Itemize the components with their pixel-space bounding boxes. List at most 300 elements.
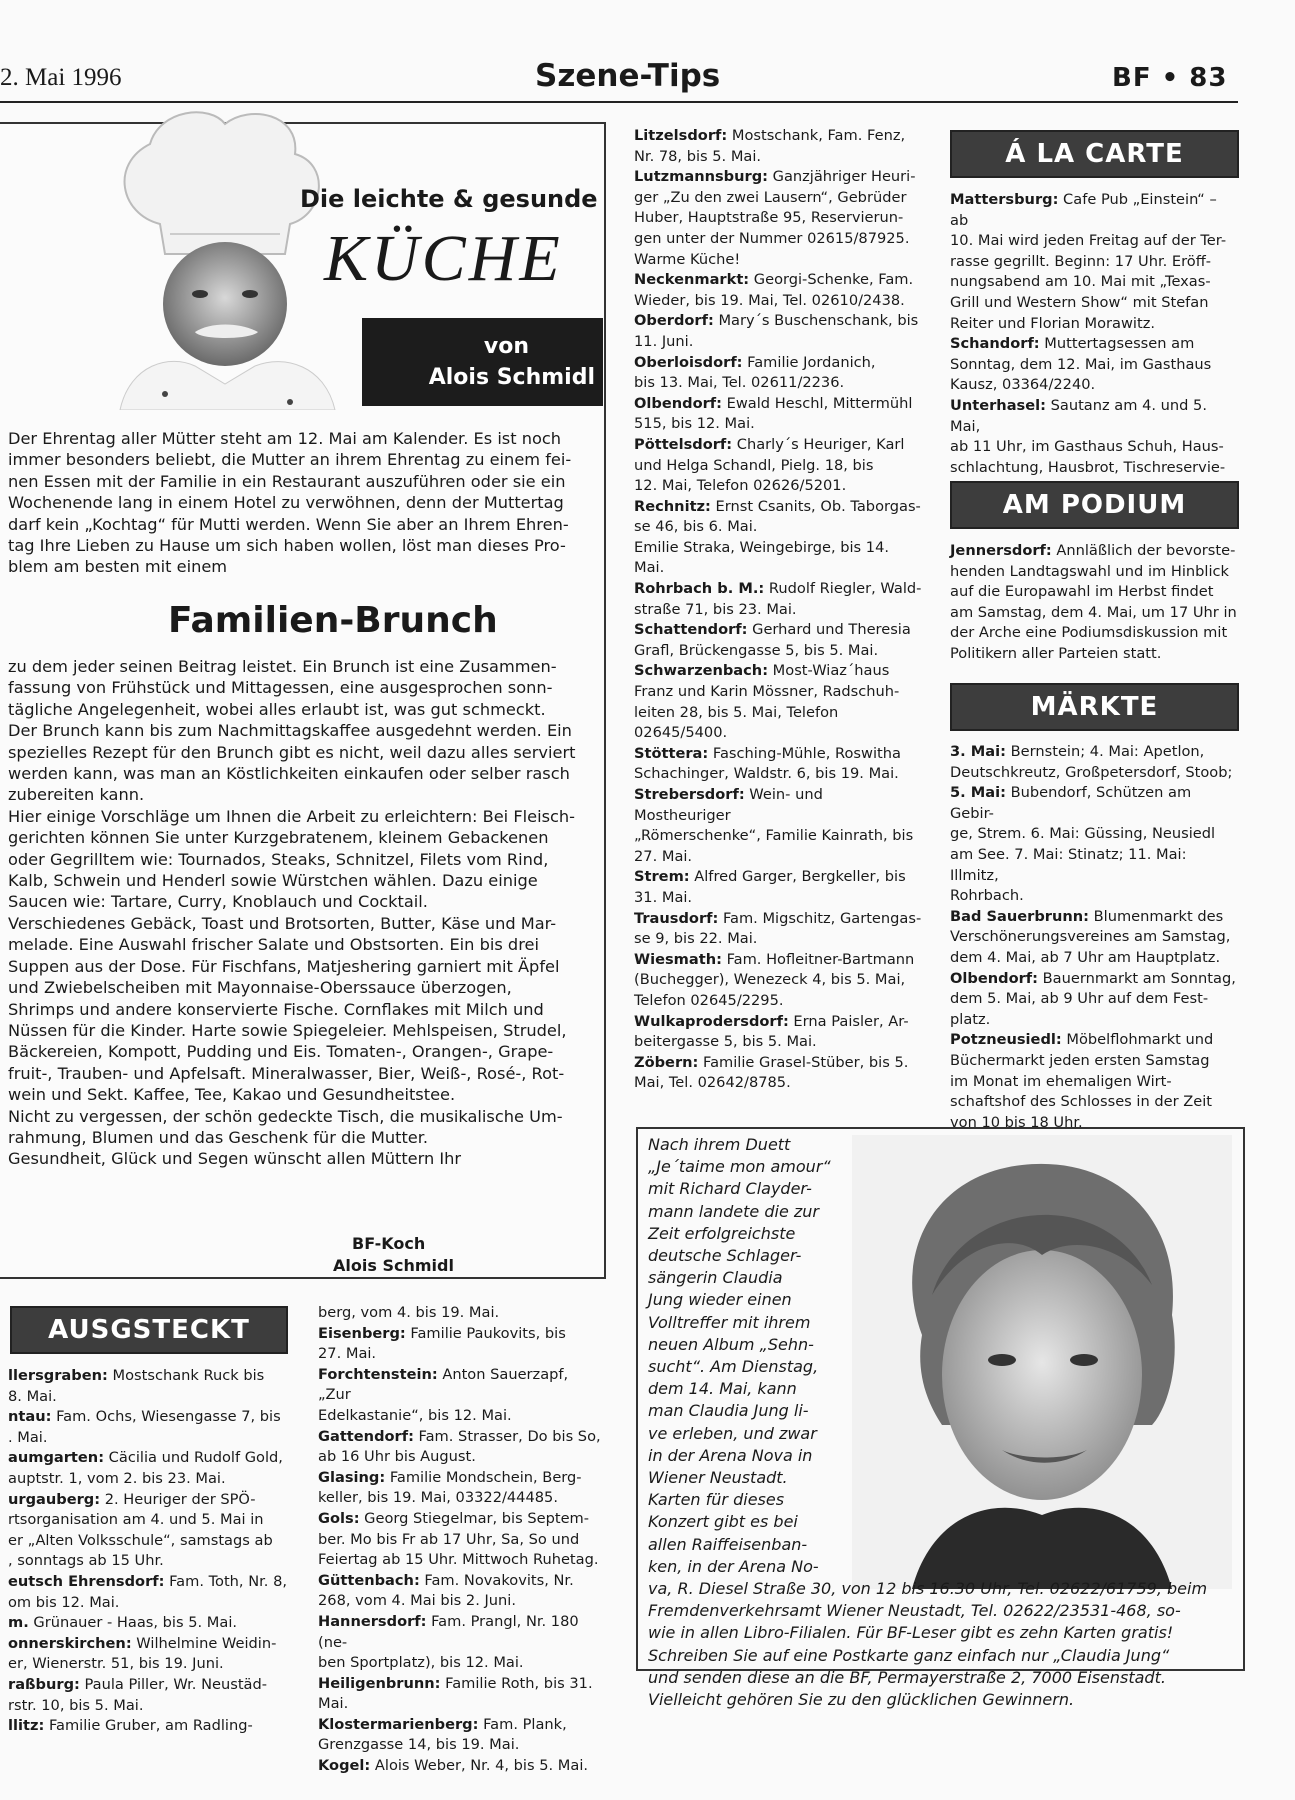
entry-text: , sonntags ab 15 Uhr.: [8, 1552, 164, 1570]
list-line: [950, 845, 1238, 886]
entry-text: Politikern aller Parteien statt.: [950, 644, 1162, 662]
place-name: Rohrbach b. M.:: [634, 580, 765, 598]
list-line: [950, 562, 1238, 583]
list-line: [950, 948, 1238, 969]
entry-text: Muttertagsessen am: [1039, 335, 1195, 353]
list-line: [950, 314, 1238, 335]
entry-text: Alfred Garger, Bergkeller, bis: [689, 868, 906, 886]
entry-text: 12. Mai, Telefon 02626/5201.: [634, 477, 847, 495]
text-line: und Zwiebelscheiben mit Mayonnaise-Oberssauce überzogen,: [8, 978, 512, 998]
entry-text: Grafl, Brückengasse 5, bis 5. Mai.: [634, 641, 879, 659]
entry-text: rasse gegrillt. Beginn: 17 Uhr. Eröff-: [950, 252, 1212, 270]
text-line: Shrimps und andere konservierte Fische. Cornflakes mit Milch und: [8, 999, 544, 1019]
list-line: [950, 603, 1238, 624]
place-name: Gattendorf:: [318, 1427, 414, 1445]
entry-text: om bis 12. Mai.: [8, 1593, 120, 1611]
list-line: [950, 231, 1238, 252]
list-line: [634, 291, 922, 312]
list-line: [634, 435, 922, 456]
entry-text: Rohrbach.: [950, 887, 1024, 905]
list-line: [634, 929, 922, 950]
page-number: BF • 83: [1112, 63, 1228, 93]
text-line: dem 14. Mai, kann: [648, 1379, 797, 1399]
place-name: Trausdorf:: [634, 909, 719, 927]
list-line: [634, 723, 922, 744]
entry-text: Erna Paisler, Ar-: [788, 1012, 909, 1030]
entry-text: henden Landtagswahl und im Hinblick: [950, 562, 1229, 580]
entry-text: Warme Küche!: [634, 250, 741, 268]
place-name: Mattersburg:: [950, 191, 1059, 208]
entry-text: der Arche eine Podiumsdiskussion mit: [950, 624, 1228, 642]
entry-text: bis 13. Mai, Tel. 02611/2236.: [634, 374, 845, 392]
entry-text: Huber, Hauptstraße 95, Reservierun-: [634, 209, 904, 227]
list-line: [950, 644, 1238, 665]
entry-text: (Buchegger), Wenezeck 4, bis 5. Mai,: [634, 971, 906, 989]
list-item: [950, 190, 1238, 334]
text-line: wie in allen Libro-Filialen. Für BF-Leser gibt es zehn Karten gratis!: [648, 1623, 1174, 1643]
place-name: Pöttelsdorf:: [634, 435, 733, 453]
byline-name: Alois Schmidl: [428, 365, 595, 390]
list-line: [634, 1012, 922, 1033]
text-line: Der Brunch kann bis zum Nachmittagskaffee ausgedehnt werden. Ein: [8, 721, 572, 741]
text-line: zu dem jeder seinen Beitrag leistet. Ein Brunch ist eine Zusammen-: [8, 657, 557, 676]
entry-text: Mai.: [318, 1695, 349, 1713]
entry-text: am Samstag, dem 4. Mai, um 17 Uhr in: [950, 603, 1237, 621]
list-line: [950, 1010, 1238, 1031]
list-line: [318, 1509, 604, 1530]
list-line: [634, 311, 922, 332]
entry-text: Wieder, bis 19. Mai, Tel. 02610/2438.: [634, 291, 905, 309]
list-line: [8, 1531, 288, 1552]
list-item: [8, 1613, 288, 1634]
text-line: Der Ehrentag aller Mütter steht am 12. Mai am Kalender. Es ist noch: [8, 429, 562, 448]
place-name: Unterhasel:: [950, 396, 1046, 414]
signature-title: BF-Koch: [352, 1234, 426, 1253]
place-name: Olbendorf:: [634, 394, 722, 412]
text-line: Vielleicht gehören Sie zu den glücklichen Gewinnern.: [648, 1690, 1075, 1710]
entry-text: 27. Mai.: [634, 847, 693, 865]
place-name: Strem:: [634, 868, 690, 886]
entry-text: nungsabend am 10. Mai mit „Texas-: [950, 273, 1211, 291]
entry-text: Fam. Hofleitner-Bartmann: [721, 950, 915, 968]
list-item: [950, 969, 1238, 1031]
place-name: Bad Sauerbrunn:: [950, 907, 1089, 925]
place-name: Lutzmannsburg:: [634, 168, 768, 186]
entry-text: im Monat im ehemaligen Wirt-: [950, 1072, 1172, 1090]
list-line: [8, 1696, 288, 1717]
place-name: Stöttera:: [634, 744, 709, 762]
entry-text: Georgi-Schenke, Fam.: [749, 271, 914, 289]
list-line: [950, 1051, 1238, 1072]
text-line: gerichten können Sie unter Kurzgebratenem, kleinem Gebackenen: [8, 828, 549, 848]
singer-portrait-icon: [852, 1135, 1232, 1589]
brunch-heading: Familien-Brunch: [168, 600, 498, 641]
list-line: [318, 1571, 604, 1592]
text-line: sucht“. Am Dienstag,: [648, 1357, 819, 1377]
text-line: tägliche Angelegenheit, wobei alles erlaubt ist, was gut schmeckt.: [8, 699, 546, 719]
place-name: Glasing:: [318, 1468, 386, 1486]
text-line: fruit-, Trauben- und Apfelsaft. Mineralwasser, Bier, Weiß-, Rosé-, Rot-: [8, 1063, 565, 1083]
entry-text: Familie Jordanich,: [742, 353, 876, 371]
list-line: [318, 1303, 604, 1324]
list-line: [950, 334, 1238, 355]
entry-text: Kausz, 03364/2240.: [950, 376, 1096, 394]
list-line: [634, 600, 922, 621]
text-line: werden kann, was man an Köstlichkeiten einkaufen oder selber rasch: [8, 764, 570, 784]
list-line: [634, 517, 922, 538]
place-name: Eisenberg:: [318, 1324, 406, 1342]
place-name: Strebersdorf:: [634, 786, 745, 803]
list-item: [318, 1509, 604, 1571]
list-line: [950, 458, 1238, 479]
kitchen-title: KÜCHE: [324, 222, 563, 295]
list-item: [950, 907, 1238, 969]
entry-text: am See. 7. Mai: Stinatz; 11. Mai: Illmitz,: [950, 845, 1187, 884]
list-line: [634, 476, 922, 497]
text-line: fassung von Frühstück und Mittagessen, eine ausgesprochen sonn-: [8, 678, 553, 698]
list-line: [950, 582, 1238, 603]
list-line: [318, 1674, 604, 1695]
text-line: und senden diese an die BF, Permayerstraße 2, 7000 Eisenstadt.: [648, 1667, 1166, 1687]
list-line: [634, 682, 922, 703]
maerkte-title: MÄRKTE: [1030, 692, 1159, 722]
entry-text: ge, Strem. 6. Mai: Güssing, Neusiedl: [950, 825, 1216, 843]
list-item: [318, 1303, 604, 1324]
list-line: [634, 250, 922, 271]
list-line: [950, 375, 1238, 396]
article-intro: [8, 428, 600, 578]
list-line: [634, 353, 922, 374]
text-line: Nicht zu vergessen, der schön gedeckte Tisch, die musikalische Um-: [8, 1106, 563, 1126]
list-line: [8, 1593, 288, 1614]
entry-text: er, Wienerstr. 51, bis 19. Juni.: [8, 1655, 224, 1673]
entry-text: Ewald Heschl, Mittermühl: [722, 394, 913, 412]
text-line: Karten für dieses: [648, 1490, 785, 1510]
entry-text: rstr. 10, bis 5. Mai.: [8, 1696, 144, 1714]
ausgsteckt-banner: [10, 1306, 288, 1354]
list-item: [634, 620, 922, 661]
heurige-list: [634, 126, 922, 1094]
place-name: urgauberg:: [8, 1490, 101, 1508]
entry-text: . Mai.: [8, 1428, 48, 1446]
entry-text: se 46, bis 6. Mai.: [634, 518, 758, 536]
entry-text: Fasching-Mühle, Roswitha: [708, 744, 901, 762]
list-line: [634, 641, 922, 662]
entry-text: Gerhard und Theresia: [747, 621, 911, 639]
list-item: [8, 1675, 288, 1716]
entry-text: Grünauer - Haas, bis 5. Mai.: [28, 1614, 238, 1632]
entry-text: Alois Weber, Nr. 4, bis 5. Mai.: [370, 1757, 589, 1775]
place-name: Oberdorf:: [634, 312, 714, 330]
list-line: [318, 1756, 604, 1777]
list-line: [634, 847, 922, 868]
place-name: Oberloisdorf:: [634, 353, 743, 371]
podium-banner: [950, 481, 1239, 529]
ausgsteckt-col2: [318, 1303, 604, 1777]
list-item: [634, 394, 922, 435]
place-name: Hannersdorf:: [318, 1612, 427, 1630]
list-item: [318, 1324, 604, 1365]
entry-text: Emilie Straka, Weingebirge, bis 14.: [634, 538, 890, 556]
entry-text: auptstr. 1, vom 2. bis 23. Mai.: [8, 1469, 226, 1487]
entry-text: Bernstein; 4. Mai: Apetlon,: [1006, 743, 1205, 760]
entry-text: 31. Mai.: [634, 888, 693, 906]
list-line: [950, 989, 1238, 1010]
entry-text: Ganzjähriger Heuri-: [768, 168, 916, 186]
list-item: [950, 742, 1238, 907]
text-line: Suppen aus der Dose. Für Fischfans, Matjeshering garniert mit Äpfel: [8, 956, 560, 976]
issue-date: 2. Mai 1996: [0, 64, 122, 91]
entry-text: Wein- und Mostheuriger: [634, 786, 823, 824]
entry-text: Mostschank Ruck bis: [107, 1367, 265, 1384]
list-line: [8, 1469, 288, 1490]
entry-text: Mary´s Buschenschank, bis: [713, 312, 919, 330]
place-name: Wiesmath:: [634, 950, 722, 968]
entry-text: Most-Wiaz´haus: [768, 662, 890, 680]
text-line: Gesundheit, Glück und Segen wünscht allen Müttern Ihr: [8, 1149, 462, 1169]
list-item: [634, 353, 922, 394]
entry-text: und Helga Schandl, Pielg. 18, bis: [634, 456, 874, 474]
place-name: Olbendorf:: [950, 969, 1038, 987]
entry-text: Sonntag, dem 12. Mai, im Gasthaus: [950, 355, 1212, 373]
place-name: Schattendorf:: [634, 621, 748, 639]
entry-text: Cäcilia und Rudolf Gold,: [104, 1449, 283, 1467]
entry-text: Möbelflohmarkt und: [1061, 1031, 1214, 1049]
text-line: Konzert gibt es bei: [648, 1512, 798, 1532]
podium-list: [950, 541, 1238, 665]
place-name: Potzneusiedl:: [950, 1031, 1062, 1049]
list-item: [950, 541, 1238, 665]
entry-text: platz.: [950, 1010, 991, 1028]
place-name: Neckenmarkt:: [634, 271, 750, 289]
place-name: Litzelsdorf:: [634, 127, 728, 144]
list-line: [634, 909, 922, 930]
list-line: [950, 969, 1238, 990]
list-line: [318, 1406, 604, 1427]
list-line: [634, 888, 922, 909]
list-item: [634, 435, 922, 497]
entry-text: Blumenmarkt des: [1089, 907, 1224, 925]
entry-text: Fam. Strasser, Do bis So,: [413, 1427, 601, 1445]
list-line: [318, 1694, 604, 1715]
text-line: darf kein „Kochtag“ für Mutti werden. Wenn Sie aber an Ihrem Ehren-: [8, 514, 569, 534]
list-item: [634, 167, 922, 270]
alacarte-title: Á LA CARTE: [1005, 139, 1184, 169]
byline-von: von: [483, 334, 529, 359]
text-line: oder Gegrilltem wie: Tournados, Steaks, Schnitzel, Filets vom Rind,: [8, 849, 549, 869]
place-name: Gols:: [318, 1509, 360, 1527]
list-line: [634, 456, 922, 477]
list-line: [634, 188, 922, 209]
entry-text: ber. Mo bis Fr ab 17 Uhr, Sa, So und: [318, 1530, 580, 1548]
list-line: [634, 373, 922, 394]
entry-text: schlachtung, Hausbrot, Tischreservie-: [950, 458, 1226, 476]
list-item: [8, 1716, 288, 1737]
list-item: [634, 950, 922, 1012]
text-line: mann landete die zur: [648, 1201, 819, 1221]
list-line: [318, 1550, 604, 1571]
text-line: Verschiedenes Gebäck, Toast und Brotsorten, Butter, Käse und Mar-: [8, 913, 557, 933]
entry-text: „Römerschenke“, Familie Kainrath, bis: [634, 827, 914, 845]
text-line: ve erleben, und zwar: [648, 1423, 817, 1443]
list-item: [318, 1571, 604, 1612]
byline: [362, 334, 603, 390]
list-line: [634, 126, 922, 147]
entry-text: er „Alten Volksschule“, samstags ab: [8, 1531, 273, 1549]
list-line: [634, 620, 922, 641]
chef-portrait-icon: [100, 104, 343, 410]
list-item: [318, 1427, 604, 1468]
list-item: [634, 497, 922, 579]
list-line: [950, 927, 1238, 948]
entry-text: von 10 bis 18 Uhr.: [950, 1113, 1083, 1131]
entry-text: dem 5. Mai, ab 9 Uhr auf dem Fest-: [950, 990, 1209, 1008]
list-line: [8, 1490, 288, 1511]
entry-text: Fam. Toth, Nr. 8,: [164, 1572, 287, 1590]
list-line: [950, 190, 1238, 231]
text-line: melade. Eine Auswahl frischer Salate und Obstsorten. Ein bis drei: [8, 935, 539, 955]
list-line: [950, 623, 1238, 644]
list-item: [950, 1030, 1238, 1133]
entry-text: 10. Mai wird jeden Freitag auf der Ter-: [950, 232, 1227, 250]
entry-text: gen unter der Nummer 02615/87925.: [634, 229, 910, 247]
text-line: Schreiben Sie auf eine Postkarte ganz einfach nur „Claudia Jung“: [648, 1645, 1170, 1665]
entry-text: Mai, Tel. 02642/8785.: [634, 1074, 791, 1092]
entry-text: 8. Mai.: [8, 1387, 57, 1405]
list-line: [634, 785, 922, 826]
list-line: [950, 396, 1238, 437]
text-line: nen Essen mit der Familie in ein Restaurant auszuführen oder sie ein: [8, 471, 566, 491]
text-line: Saucen wie: Tartare, Curry, Knoblauch und Cocktail.: [8, 892, 428, 912]
list-line: [634, 1032, 922, 1053]
text-line: wein und Sekt. Kaffee, Tee, Kakao und Gesundheitstee.: [8, 1085, 456, 1105]
place-name: Güttenbach:: [318, 1571, 420, 1589]
entry-text: ab 11 Uhr, im Gasthaus Schuh, Haus-: [950, 438, 1224, 456]
entry-text: Anton Sauerzapf, „Zur: [318, 1365, 569, 1404]
list-line: [634, 558, 922, 579]
text-line: va, R. Diesel Straße 30, von 12 bis 16.30 Uhr, Tel. 02622/61759, beim: [648, 1579, 1208, 1598]
entry-text: Mai.: [634, 559, 665, 577]
list-item: [634, 270, 922, 311]
place-name: Klostermarienberg:: [318, 1715, 479, 1733]
list-line: [634, 661, 922, 682]
list-item: [634, 744, 922, 785]
list-item: [634, 1053, 922, 1094]
place-name: ntau:: [8, 1408, 52, 1426]
list-line: [8, 1510, 288, 1531]
list-line: [8, 1634, 288, 1655]
list-line: [950, 824, 1238, 845]
list-line: [950, 272, 1238, 293]
entry-text: Familie Paukovits, bis: [405, 1324, 566, 1342]
entry-text: Georg Stiegelmar, bis Septem-: [359, 1509, 590, 1527]
text-line: „Je´taime mon amour“: [648, 1157, 831, 1177]
list-line: [634, 826, 922, 847]
article-body: [8, 656, 600, 1170]
list-line: [8, 1572, 288, 1593]
list-item: [318, 1674, 604, 1715]
text-line: mit Richard Clayder-: [648, 1179, 812, 1199]
list-line: [318, 1468, 604, 1489]
place-name: onnerskirchen:: [8, 1634, 132, 1652]
list-line: [318, 1488, 604, 1509]
list-line: [634, 970, 922, 991]
entry-text: rtsorganisation am 4. und 5. Mai in: [8, 1511, 264, 1529]
list-line: [950, 1092, 1238, 1113]
place-name: m.: [8, 1614, 29, 1632]
text-line: Nach ihrem Duett: [648, 1135, 791, 1154]
place-name: 3. Mai:: [950, 743, 1006, 760]
list-line: [8, 1613, 288, 1634]
entry-text: Paula Piller, Wr. Neustäd-: [79, 1675, 268, 1693]
list-item: [634, 1012, 922, 1053]
entry-text: Bubendorf, Schützen am Gebir-: [950, 784, 1192, 822]
list-item: [950, 334, 1238, 396]
entry-text: Deutschkreutz, Großpetersdorf, Stoob;: [950, 763, 1233, 781]
list-line: [634, 744, 922, 765]
list-line: [950, 1030, 1238, 1051]
entry-text: Fam. Plank,: [478, 1715, 567, 1733]
list-line: [318, 1715, 604, 1736]
list-line: [318, 1447, 604, 1468]
section-title: Szene-Tips: [535, 58, 721, 94]
list-line: [634, 332, 922, 353]
entry-text: berg, vom 4. bis 19. Mai.: [318, 1304, 500, 1321]
list-line: [634, 538, 922, 559]
entry-text: Edelkastanie“, bis 12. Mai.: [318, 1406, 512, 1424]
entry-text: schaftshof des Schlosses in der Zeit: [950, 1093, 1212, 1111]
entry-text: Fam. Ochs, Wiesengasse 7, bis: [51, 1408, 281, 1426]
list-line: [950, 742, 1238, 763]
entry-text: 27. Mai.: [318, 1345, 377, 1363]
place-name: Wulkaprodersdorf:: [634, 1012, 789, 1030]
place-name: Heiligenbrunn:: [318, 1674, 441, 1692]
entry-text: se 9, bis 22. Mai.: [634, 930, 758, 948]
text-line: man Claudia Jung li-: [648, 1401, 809, 1421]
entry-text: 268, vom 4. Mai bis 2. Juni.: [318, 1592, 516, 1610]
list-item: [318, 1715, 604, 1756]
text-line: neuen Album „Sehn-: [648, 1334, 814, 1354]
list-line: [634, 394, 922, 415]
entry-text: Franz und Karin Mössner, Radschuh-: [634, 683, 900, 701]
entry-text: Feiertag ab 15 Uhr. Mittwoch Ruhetag.: [318, 1551, 599, 1569]
promo-text-wide: [648, 1578, 1240, 1711]
text-line: Fremdenverkehrsamt Wiener Neustadt, Tel. 02622/23531-468, so-: [648, 1601, 1181, 1621]
place-name: llitz:: [8, 1717, 45, 1735]
place-name: aumgarten:: [8, 1449, 105, 1467]
entry-text: Schachinger, Waldstr. 6, bis 19. Mai.: [634, 765, 899, 783]
place-name: eutsch Ehrensdorf:: [8, 1572, 165, 1590]
entry-text: straße 71, bis 23. Mai.: [634, 600, 797, 618]
alacarte-banner: [950, 130, 1239, 178]
list-line: [950, 437, 1238, 458]
text-line: zubereiten kann.: [8, 785, 145, 805]
list-item: [634, 867, 922, 908]
list-item: [634, 785, 922, 867]
place-name: Kogel:: [318, 1757, 371, 1775]
entry-text: Familie Roth, bis 31.: [440, 1674, 593, 1692]
list-line: [8, 1675, 288, 1696]
text-line: Hier einige Vorschläge um Ihnen die Arbeit zu erleichtern: Bei Fleisch-: [8, 806, 576, 826]
entry-text: Wilhelmine Weidin-: [131, 1634, 277, 1652]
text-line: Wochenende lang in einem Hotel zu verwöhnen, denn der Muttertag: [8, 493, 564, 513]
entry-text: Verschönerungsvereines am Samstag,: [950, 928, 1231, 946]
list-item: [634, 311, 922, 352]
entry-text: Charly´s Heuriger, Karl: [732, 435, 905, 453]
list-line: [634, 147, 922, 168]
list-line: [634, 229, 922, 250]
list-line: [8, 1716, 288, 1737]
